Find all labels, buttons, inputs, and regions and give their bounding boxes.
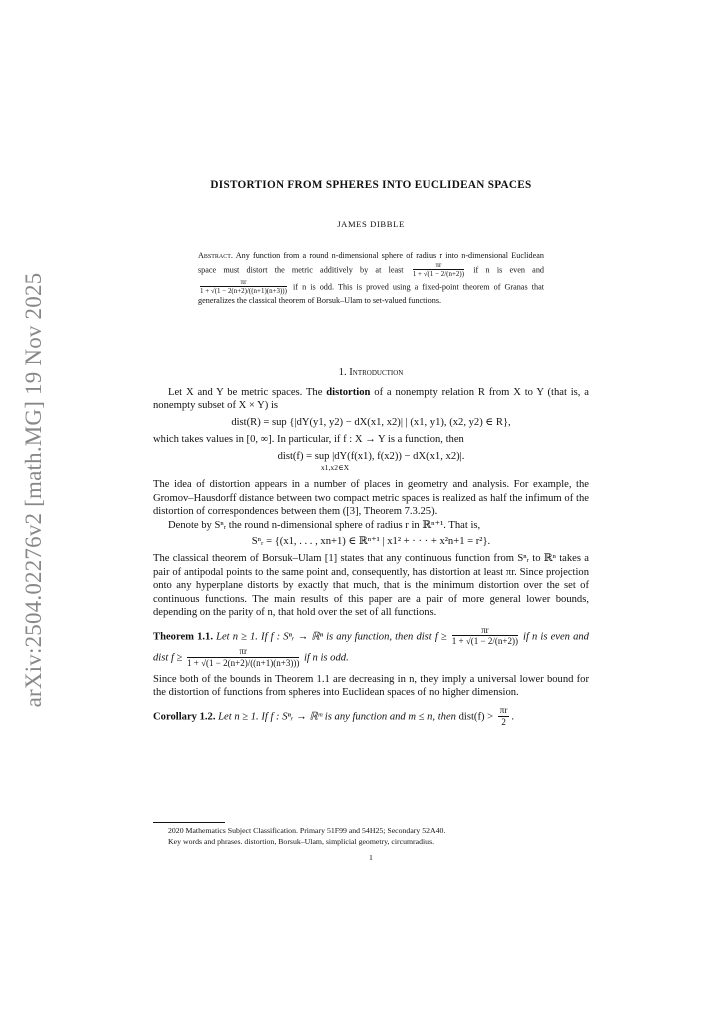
footnote-rule	[153, 822, 225, 823]
abstract-line3: proved using a fixed-point theorem of Granas that generalizes the classical theorem of Borsuk–Ulam to set-valued functions.	[198, 282, 545, 305]
paragraph-distortion-definition: Let X and Y be metric spaces. The distortion of a nonempty relation R from X to Y (that is, a nonempty subset of X × Y) is	[153, 387, 589, 412]
body-text	[153, 386, 589, 727]
abstract-fraction-odd: $\frac{\pi r}{1 + √(1 - 2(n+2)/((n+1)(n+3)))}$	[200, 277, 287, 296]
theorem-fraction-even: $\frac{\pi r}{1 + √(1 - 2/(n+2))}$	[451, 624, 518, 647]
corollary-label: Corollary 1.2.	[153, 711, 216, 723]
abstract-line1: Any function from a round n-dimensional sphere of radius r into n-dimensional Euclidean space must distort the metric additively by at least	[198, 251, 544, 274]
footnote-msc: 2020 Mathematics Subject Classification. Primary 51F99 and 54H25; Secondary 52A40.	[168, 826, 446, 835]
footnote-keywords: Key words and phrases. distortion, Borsuk–Ulam, simplicial geometry, circumradius.	[168, 837, 435, 846]
paragraph-gromov-hausdorff: The idea of distortion appears in a number of places in geometry and analysis. For example, the Gromov–Hausdorff distance between two compact metric spaces is realized as half the infimum of the distortion of correspondences between them ([3], Theorem 7.3.25).	[153, 479, 589, 518]
abstract: Abstract. Any function from a round n-dimensional sphere of radius r into n-dimensional Euclidean space must distort the metric additively by at least $\frac{\pi r}{1 + √(1 - 2/(n+2))}$ if n is even and $\frac{\pi r}{1 + √(1 - 2(n+2)/((n+1)(n+3)))}$ if n is odd. This is proved using a fixed-point theorem of Granas that generalizes the classical theorem of Borsuk–Ulam to set-valued functions.	[198, 251, 545, 305]
corollary-1-2: Corollary 1.2. Let n ≥ 1. If f : Sⁿᵣ → ℝᵐ is any function and m ≤ n, then dist(f) > $\frac{\pi r}{2}$ .	[153, 704, 514, 727]
abstract-fraction-even: $\frac{\pi r}{1 + √(1 - 2/(n+2))}$	[412, 260, 465, 279]
equation-dist-relation: dist(R) = sup {|dY(y1, y2) − dX(x1, x2)| | (x1, y1), (x2, y2) ∈ R},	[231, 416, 511, 428]
paper-author: JAMES DIBBLE	[337, 219, 405, 229]
theorem-1-1: Theorem 1.1. Let n ≥ 1. If f : Sⁿᵣ → ℝⁿ is any function, then dist f ≥ $\frac{\pi r}{1 + √(1 - 2/(n+2))}$ if n is even and dist f ≥ $\frac{\pi r}{1 + √(1 - 2(n+2)/((n+1)(n+3)))}$ if n is odd.	[153, 624, 589, 669]
section-heading: 1. Introduction	[338, 367, 404, 378]
page-number: 1	[369, 853, 373, 862]
paragraph-sphere-notation: Denote by Sⁿᵣ the round n-dimensional sphere of radius r in ℝⁿ⁺¹. That is,	[168, 519, 481, 531]
paragraph-function-case: which takes values in [0, ∞]. In particular, if f : X → Y is a function, then	[153, 434, 464, 446]
equation-dist-function: dist(f) = sup |dY(f(x1), f(x2)) − dX(x1, x2)|.	[277, 450, 465, 462]
arxiv-sidebar-stamp	[14, 272, 54, 708]
corollary-fraction: $\frac{\pi r}{2}$	[499, 704, 508, 727]
theorem-fraction-odd: $\frac{\pi r}{1 + √(1 - 2(n+2)/((n+1)(n+3)))}$	[187, 646, 300, 669]
arxiv-identifier: arXiv:2504.02276v2 [math.MG] 19 Nov 2025	[21, 272, 46, 708]
paragraph-universal-bound: Since both of the bounds in Theorem 1.1 are decreasing in n, they imply a universal lower bound for the distortion of functions from spheres into Euclidean spaces of no higher dimension.	[153, 673, 589, 699]
theorem-label: Theorem 1.1.	[153, 630, 213, 642]
paragraph-borsuk-ulam: The classical theorem of Borsuk–Ulam [1] states that any continuous function from Sⁿᵣ to ℝⁿ takes a pair of antipodal points to the same point and, consequently, has distortion at least πr. Since projection onto any hyperplane distorts by exactly that much, that is the minimum distortion over the set of continuous functions. The main results of this paper are a pair of more general lower bounds, depending on the parity of n, that hold over the set of all functions.	[153, 553, 589, 619]
equation-sup-subscript: x1,x2∈X	[320, 463, 350, 473]
abstract-heading: Abstract.	[198, 251, 233, 260]
equation-sphere: Sⁿᵣ = {(x1, . . . , xn+1) ∈ ℝⁿ⁺¹ | x1² + · · · + x²n+1 = r²}.	[251, 536, 491, 548]
paper-title: DISTORTION FROM SPHERES INTO EUCLIDEAN SPACES	[210, 179, 532, 191]
